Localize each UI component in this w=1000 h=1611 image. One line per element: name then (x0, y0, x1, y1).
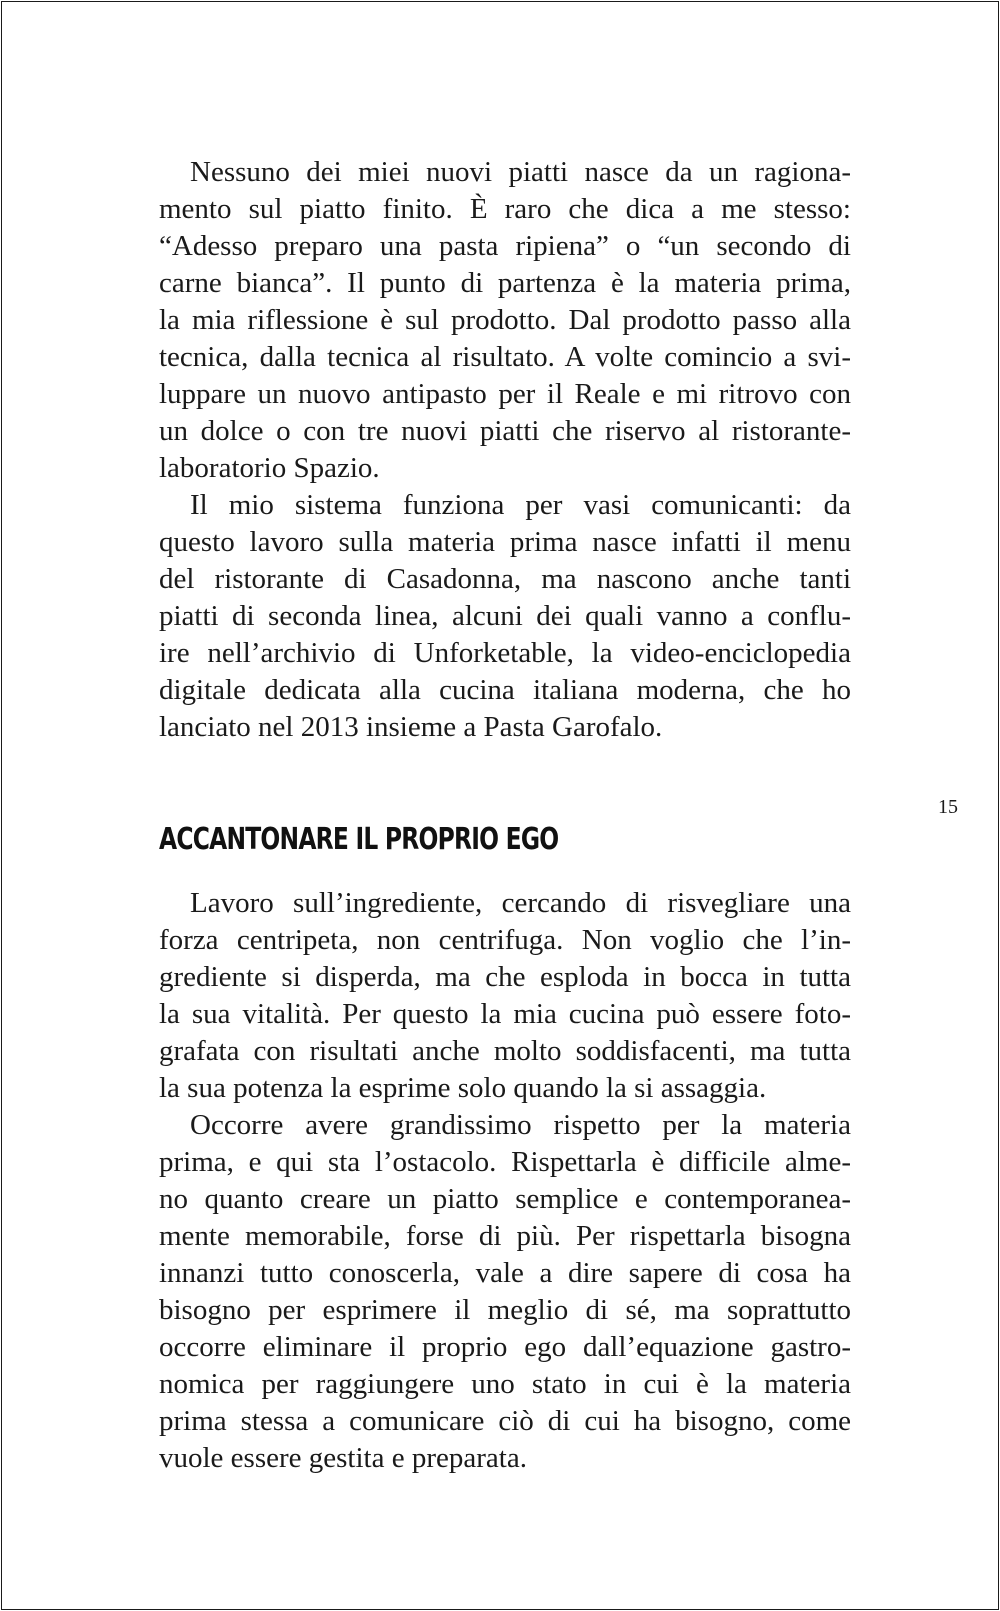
paragraph-line: grediente si disperda, ma che esploda in bocca in tutta (159, 961, 851, 993)
paragraph-line: un dolce o con tre nuovi piatti che riservo al ristorante- (159, 415, 851, 447)
paragraph-line: ire nell’archivio di Unforketable, la video-enciclopedia (159, 637, 851, 669)
paragraph-2 (159, 487, 851, 746)
text-block-after-heading (159, 885, 851, 1477)
paragraph-line: Lavoro sull’ingrediente, cercando di risvegliare una (190, 887, 851, 919)
paragraph-line: grafata con risultati anche molto soddisfacenti, ma tutta (159, 1035, 851, 1067)
paragraph-line: mento sul piatto finito. È raro che dica a me stesso: (159, 193, 851, 225)
paragraph-line: prima stessa a comunicare ciò di cui ha bisogno, come (159, 1405, 851, 1437)
paragraph-line: laboratorio Spazio. (159, 452, 380, 484)
paragraph-line: la sua potenza la esprime solo quando la si assaggia. (159, 1072, 767, 1104)
paragraph-line: nomica per raggiungere uno stato in cui è la materia (159, 1368, 851, 1400)
paragraph-line: “Adesso preparo una pasta ripiena” o “un secondo di (159, 230, 851, 262)
paragraph-1 (159, 154, 851, 487)
paragraph-line: bisogno per esprimere il meglio di sé, ma soprattutto (159, 1294, 851, 1326)
text-block-before-heading (159, 154, 851, 746)
paragraph-line: piatti di seconda linea, alcuni dei quali vanno a conflu- (159, 600, 851, 632)
page-number: 15 (938, 796, 958, 818)
paragraph-line: forza centripeta, non centrifuga. Non voglio che l’in- (159, 924, 851, 956)
paragraph-line: mente memorabile, forse di più. Per rispettarla bisogna (159, 1220, 851, 1252)
book-page (1, 1, 999, 1610)
paragraph-line: carne bianca”. Il punto di partenza è la materia prima, (159, 267, 851, 299)
paragraph-line: Nessuno dei miei nuovi piatti nasce da un ragiona- (190, 156, 851, 188)
paragraph-line: questo lavoro sulla materia prima nasce infatti il menu (159, 526, 851, 558)
paragraph-4 (159, 1107, 851, 1477)
paragraph-line: lanciato nel 2013 insieme a Pasta Garofalo. (159, 711, 663, 743)
section-heading: ACCANTONARE IL PROPRIO EGO (159, 822, 559, 857)
paragraph-line: Il mio sistema funziona per vasi comunicanti: da (190, 489, 851, 521)
paragraph-line: occorre eliminare il proprio ego dall’equazione gastro- (159, 1331, 851, 1363)
paragraph-line: Occorre avere grandissimo rispetto per la materia (190, 1109, 851, 1141)
paragraph-line: luppare un nuovo antipasto per il Reale e mi ritrovo con (159, 378, 851, 410)
paragraph-line: la sua vitalità. Per questo la mia cucina può essere foto- (159, 998, 851, 1030)
paragraph-line: la mia riflessione è sul prodotto. Dal prodotto passo alla (159, 304, 851, 336)
paragraph-3 (159, 885, 851, 1107)
paragraph-line: no quanto creare un piatto semplice e contemporanea- (159, 1183, 851, 1215)
paragraph-line: del ristorante di Casadonna, ma nascono anche tanti (159, 563, 851, 595)
paragraph-line: vuole essere gestita e preparata. (159, 1442, 527, 1474)
paragraph-line: innanzi tutto conoscerla, vale a dire sapere di cosa ha (159, 1257, 851, 1289)
paragraph-line: tecnica, dalla tecnica al risultato. A volte comincio a svi- (159, 341, 851, 373)
paragraph-line: digitale dedicata alla cucina italiana moderna, che ho (159, 674, 851, 706)
paragraph-line: prima, e qui sta l’ostacolo. Rispettarla è difficile alme- (159, 1146, 851, 1178)
